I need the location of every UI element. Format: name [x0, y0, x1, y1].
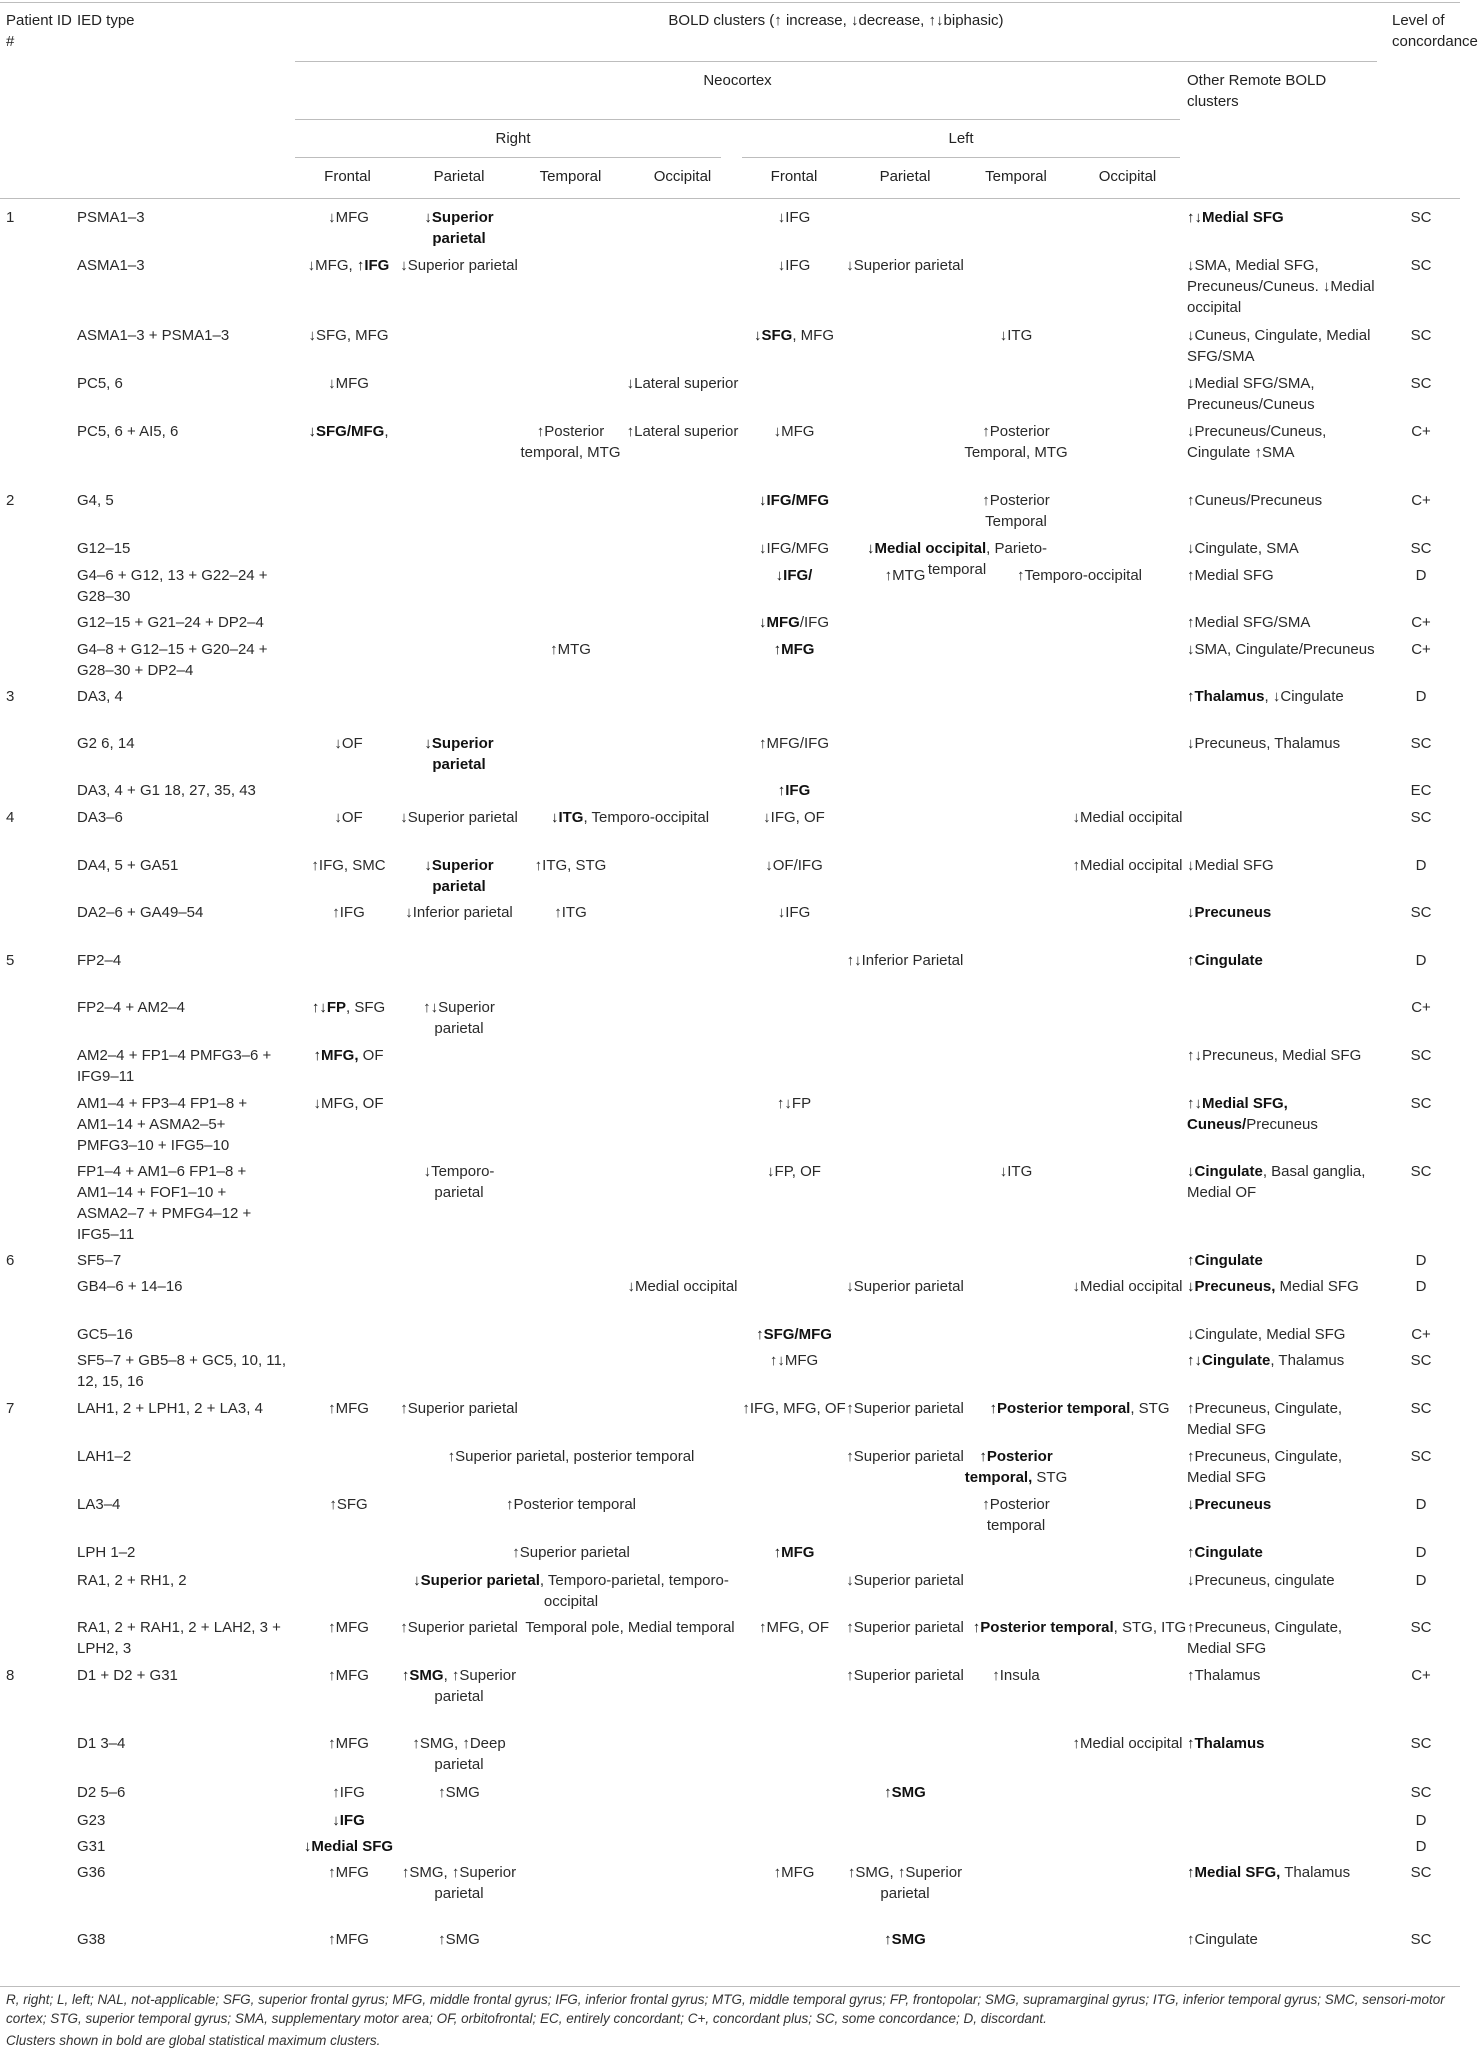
cluster-cell: ↑IFG — [332, 1784, 365, 1801]
ied-type: G4–6 + G12, 13 + G22–24 + G28–30 — [77, 567, 272, 605]
concordance-level: SC — [1410, 904, 1432, 921]
cluster-cell: ↓Medial occipital — [1072, 809, 1183, 826]
cluster-cell: ↑MFG — [773, 1544, 815, 1561]
patient-id: 4 — [6, 809, 15, 826]
cluster-cell: ↓IFG/ — [775, 567, 813, 584]
patient-id: 8 — [6, 1667, 15, 1684]
cluster-cell: ↑Medial occipital — [1072, 1735, 1183, 1752]
cluster-cell: ↓MFG/IFG — [759, 614, 829, 631]
other-remote-cell: ↑Thalamus — [1187, 1667, 1261, 1684]
other-remote-cell: ↑Precuneus, Cingulate, Medial SFG — [1187, 1448, 1347, 1486]
cluster-cell: ↑MFG, OF — [759, 1619, 829, 1636]
other-remote-cell: ↑↓Precuneus, Medial SFG — [1187, 1047, 1362, 1064]
concordance-level: D — [1415, 1544, 1427, 1561]
cluster-cell: ↓SFG, MFG — [753, 327, 834, 344]
cluster-cell: ↑Posterior temporal, STG, ITG — [972, 1619, 1187, 1636]
concordance-level: C+ — [1411, 641, 1431, 658]
other-remote-cell: ↑Cingulate — [1187, 1931, 1258, 1948]
ied-type: PC5, 6 + AI5, 6 — [77, 423, 179, 440]
cluster-cell: ↓OF — [334, 735, 363, 752]
ied-type: GB4–6 + 14–16 — [77, 1278, 183, 1295]
cluster-cell: ↑Temporo-occipital — [1016, 567, 1143, 584]
cluster-cell: ↓Inferior parietal — [405, 904, 513, 921]
header-right-temporal: Temporal — [539, 168, 602, 185]
other-remote-cell: ↑↓Medial SFG — [1187, 209, 1284, 226]
patient-id: 3 — [6, 688, 15, 705]
cluster-cell: ↓Superior parietal — [424, 857, 498, 895]
other-remote-cell: ↑↓Medial SFG, Cuneus/Precuneus — [1187, 1095, 1318, 1133]
cluster-cell: ↓Superior parietal — [400, 809, 518, 826]
cluster-cell: ↑MTG — [550, 641, 591, 658]
cluster-cell: ↑Posterior Temporal — [982, 492, 1054, 530]
ied-type: G31 — [77, 1838, 106, 1855]
ied-type: GC5–16 — [77, 1326, 133, 1343]
other-remote-cell: ↓Precuneus, Medial SFG — [1187, 1278, 1359, 1295]
header-right: Right — [495, 130, 531, 147]
ied-type: FP2–4 — [77, 952, 122, 969]
cluster-cell: ↑MFG — [328, 1667, 369, 1684]
cluster-cell: ↑SMG, ↑Deep parietal — [412, 1735, 510, 1773]
cluster-cell: ↑MFG — [328, 1931, 369, 1948]
cluster-cell: ↑Superior parietal — [846, 1400, 964, 1417]
ied-type: G12–15 — [77, 540, 131, 557]
concordance-level: SC — [1410, 735, 1432, 752]
other-remote-cell: ↓Precuneus, cingulate — [1187, 1572, 1335, 1589]
ied-type: G2 6, 14 — [77, 735, 135, 752]
other-remote-cell: ↑↓Cingulate, Thalamus — [1187, 1352, 1345, 1369]
cluster-cell: ↑SMG, ↑Superior parietal — [847, 1864, 967, 1902]
concordance-level: SC — [1410, 1163, 1432, 1180]
ied-type: G12–15 + G21–24 + DP2–4 — [77, 614, 264, 631]
concordance-level: SC — [1410, 327, 1432, 344]
cluster-cell: ↑Insula — [992, 1667, 1040, 1684]
cluster-cell: ↓SFG/MFG, — [308, 423, 389, 440]
ied-type: DA2–6 + GA49–54 — [77, 904, 204, 921]
ied-type: G4–8 + G12–15 + G20–24 + G28–30 + DP2–4 — [77, 641, 272, 679]
cluster-cell: ↓Medial occipital, Parieto-temporal — [866, 540, 1048, 578]
other-remote-cell: ↓Precuneus/Cuneus, Cingulate ↑SMA — [1187, 423, 1331, 461]
patient-id: 7 — [6, 1400, 15, 1417]
cluster-cell: ↓MFG — [328, 209, 369, 226]
concordance-level: C+ — [1411, 423, 1431, 440]
cluster-cell: ↑Medial occipital — [1072, 857, 1183, 874]
header-bold-clusters: BOLD clusters (↑ increase, ↓decrease, ↑↓biphasic) — [668, 12, 1004, 29]
patient-id: 1 — [6, 209, 15, 226]
other-remote-cell: ↓SMA, Medial SFG, Precuneus/Cuneus. ↓Medial occipital — [1187, 257, 1379, 316]
cluster-cell: ↑SMG — [438, 1931, 480, 1948]
concordance-level: EC — [1410, 782, 1432, 799]
other-remote-cell: ↑Cuneus/Precuneus — [1187, 492, 1323, 509]
concordance-level: C+ — [1411, 1667, 1431, 1684]
cluster-cell: ↑Superior parietal — [400, 1619, 518, 1636]
concordance-level: D — [1415, 1496, 1427, 1513]
ied-type: ASMA1–3 — [77, 257, 145, 274]
ied-type: DA3, 4 + G1 18, 27, 35, 43 — [77, 782, 256, 799]
ied-type: DA4, 5 + GA51 — [77, 857, 179, 874]
concordance-level: C+ — [1411, 1326, 1431, 1343]
concordance-level: D — [1415, 1838, 1427, 1855]
cluster-cell: ↓MFG, OF — [313, 1095, 384, 1112]
other-remote-cell: ↑Medial SFG/SMA — [1187, 614, 1311, 631]
ied-type: DA3–6 — [77, 809, 123, 826]
concordance-level: SC — [1410, 1619, 1432, 1636]
left-rule — [742, 157, 1180, 158]
concordance-level: D — [1415, 1572, 1427, 1589]
cluster-cell: ↑MFG — [328, 1400, 369, 1417]
cluster-cell: ↑SFG — [329, 1496, 368, 1513]
ied-type: LA3–4 — [77, 1496, 121, 1513]
cluster-cell: ↑Superior parietal — [846, 1667, 964, 1684]
cluster-cell: ↓IFG/MFG — [759, 540, 829, 557]
cluster-cell: ↓Superior parietal — [846, 1278, 964, 1295]
concordance-level: SC — [1410, 809, 1432, 826]
concordance-level: D — [1415, 688, 1427, 705]
cluster-cell: ↑SMG, ↑Superior parietal — [401, 1667, 521, 1705]
patient-id: 2 — [6, 492, 15, 509]
ied-type: ASMA1–3 + PSMA1–3 — [77, 327, 230, 344]
cluster-cell: ↑↓Inferior Parietal — [846, 952, 964, 969]
cluster-cell: Temporal pole, Medial temporal — [525, 1619, 735, 1636]
cluster-cell: ↑IFG, MFG, OF — [742, 1400, 846, 1417]
cluster-cell: ↓Superior parietal — [424, 735, 498, 773]
other-remote-cell: ↓Precuneus, Thalamus — [1187, 735, 1341, 752]
ied-type: SF5–7 + GB5–8 + GC5, 10, 11, 12, 15, 16 — [77, 1352, 291, 1390]
cluster-cell: ↑SFG/MFG — [756, 1326, 832, 1343]
cluster-cell: ↑IFG — [332, 904, 365, 921]
header-ied-type: IED type — [77, 12, 135, 29]
cluster-cell: ↑MFG, OF — [313, 1047, 384, 1064]
ied-type: D2 5–6 — [77, 1784, 126, 1801]
cluster-cell: ↑MFG — [773, 1864, 815, 1881]
cluster-cell: ↑Posterior temporal — [982, 1496, 1054, 1534]
cluster-cell: ↑MFG — [773, 641, 815, 658]
cluster-cell: ↑Superior parietal — [512, 1544, 630, 1561]
bold-clusters-rule — [295, 61, 1377, 62]
header-patient-id: Patient ID # — [6, 12, 72, 50]
cluster-cell: ↑Superior parietal, posterior temporal — [447, 1448, 695, 1465]
cluster-cell: ↑SMG, ↑Superior parietal — [401, 1864, 521, 1902]
cluster-cell: ↑MFG — [328, 1619, 369, 1636]
neocortex-rule — [295, 119, 1180, 120]
concordance-level: D — [1415, 1812, 1427, 1829]
concordance-level: SC — [1410, 1784, 1432, 1801]
other-remote-cell: ↓Cuneus, Cingulate, Medial SFG/SMA — [1187, 327, 1375, 365]
ied-type: G4, 5 — [77, 492, 114, 509]
concordance-level: D — [1415, 1252, 1427, 1269]
cluster-cell: ↑ITG, STG — [534, 857, 607, 874]
cluster-cell: ↑Superior parietal — [846, 1448, 964, 1465]
cluster-cell: ↑↓FP — [776, 1095, 812, 1112]
ied-type: G36 — [77, 1864, 106, 1881]
header-left-occipital: Occipital — [1098, 168, 1157, 185]
concordance-level: SC — [1410, 540, 1432, 557]
cluster-cell: ↓OF — [334, 809, 363, 826]
ied-type: PC5, 6 — [77, 375, 123, 392]
cluster-cell: ↓IFG — [332, 1812, 365, 1829]
cluster-cell: ↓Superior parietal — [400, 257, 518, 274]
cluster-cell: ↓Medial occipital — [1072, 1278, 1183, 1295]
cluster-cell: ↓MFG — [328, 375, 369, 392]
header-left-parietal: Parietal — [879, 168, 931, 185]
other-remote-cell: ↓Precuneus — [1187, 904, 1272, 921]
other-remote-cell: ↑Cingulate — [1187, 1252, 1263, 1269]
ied-type: AM2–4 + FP1–4 PMFG3–6 + IFG9–11 — [77, 1047, 276, 1085]
other-remote-cell: ↓Precuneus — [1187, 1496, 1272, 1513]
cluster-cell: ↓Temporo-parietal — [423, 1163, 495, 1201]
ied-type: D1 3–4 — [77, 1735, 126, 1752]
concordance-level: SC — [1410, 1047, 1432, 1064]
concordance-level: SC — [1410, 1400, 1432, 1417]
ied-type: G38 — [77, 1931, 106, 1948]
header-left: Left — [948, 130, 974, 147]
other-remote-cell: ↑Cingulate — [1187, 952, 1263, 969]
header-other-remote: Other Remote BOLD clusters — [1187, 72, 1327, 110]
ied-type: RA1, 2 + RAH1, 2 + LAH2, 3 + LPH2, 3 — [77, 1619, 286, 1657]
ied-type: FP2–4 + AM2–4 — [77, 999, 185, 1016]
cluster-cell: ↓SFG, MFG — [308, 327, 389, 344]
concordance-level: D — [1415, 857, 1427, 874]
cluster-cell: ↑↓FP, SFG — [311, 999, 386, 1016]
other-remote-cell: ↑Thalamus — [1187, 1735, 1265, 1752]
other-remote-cell: ↓Medial SFG/SMA, Precuneus/Cuneus — [1187, 375, 1319, 413]
cluster-cell: ↑Superior parietal — [846, 1619, 964, 1636]
cluster-cell: ↓IFG, OF — [763, 809, 825, 826]
concordance-level: C+ — [1411, 492, 1431, 509]
footnote-bold-note: Clusters shown in bold are global statistical maximum clusters. — [6, 2033, 381, 2048]
other-remote-cell: ↓Cingulate, Medial SFG — [1187, 1326, 1346, 1343]
header-right-parietal: Parietal — [433, 168, 485, 185]
concordance-level: SC — [1410, 1095, 1432, 1112]
cluster-cell: ↑Lateral superior — [626, 423, 739, 440]
cluster-cell: ↑Posterior temporal, STG — [989, 1400, 1170, 1417]
header-left-frontal: Frontal — [770, 168, 818, 185]
cluster-cell: ↓FP, OF — [767, 1163, 821, 1180]
ied-type: SF5–7 — [77, 1252, 122, 1269]
cluster-cell: ↑Posterior Temporal, MTG — [964, 423, 1068, 461]
other-remote-cell: ↑Cingulate — [1187, 1544, 1263, 1561]
cluster-cell: ↑↓MFG — [769, 1352, 819, 1369]
footnote-abbreviations: R, right; L, left; NAL, not-applicable; SFG, superior frontal gyrus; MFG, middle frontal gyrus; IFG, inferior frontal gyrus; MTG, middle temporal gyrus; FP, frontopolar; SMG, supramarginal gyrus; ITG, inferior temporal gyrus; SMC, sensori-motor cortex; STG, superior temporal gyrus; SMA, supplementary motor area; OF, orbitofrontal; EC, entirely concordant; C+, concordant plus; SC, some concordance; D, discordant. — [6, 1992, 1445, 2026]
other-remote-cell: ↓Cingulate, SMA — [1187, 540, 1299, 557]
concordance-level: D — [1415, 1278, 1427, 1295]
cluster-cell: ↓Superior parietal — [846, 1572, 964, 1589]
cluster-cell: ↑MFG/IFG — [759, 735, 829, 752]
cluster-cell: ↓IFG — [777, 257, 811, 274]
other-remote-cell: ↓Medial SFG — [1187, 857, 1274, 874]
concordance-level: D — [1415, 952, 1427, 969]
header-neocortex: Neocortex — [703, 72, 772, 89]
cluster-cell: ↑ITG — [554, 904, 587, 921]
cluster-cell: ↓OF/IFG — [765, 857, 823, 874]
other-remote-cell: ↓Cingulate, Basal ganglia, Medial OF — [1187, 1163, 1370, 1201]
header-bottom-rule — [0, 198, 1460, 199]
cluster-cell: ↑Posterior temporal — [505, 1496, 637, 1513]
cluster-cell: ↑Posterior temporal, STG — [964, 1448, 1068, 1486]
concordance-level: SC — [1410, 375, 1432, 392]
other-remote-cell: ↑Thalamus, ↓Cingulate — [1187, 688, 1344, 705]
cluster-cell: ↓Lateral superior — [626, 375, 739, 392]
ied-type: LAH1–2 — [77, 1448, 132, 1465]
cluster-cell: ↓Medial SFG — [303, 1838, 394, 1855]
ied-type: G23 — [77, 1812, 106, 1829]
header-right-occipital: Occipital — [653, 168, 712, 185]
cluster-cell: ↑Posterior temporal, MTG — [520, 423, 621, 461]
cluster-cell: ↓IFG — [777, 904, 811, 921]
cluster-cell: ↑SMG — [884, 1784, 926, 1801]
header-right-frontal: Frontal — [324, 168, 371, 185]
cluster-cell: ↑MFG — [328, 1864, 369, 1881]
table-bottom-rule — [0, 1986, 1460, 1987]
concordance-level: C+ — [1411, 614, 1431, 631]
concordance-level: SC — [1410, 1735, 1432, 1752]
other-remote-cell: ↑Precuneus, Cingulate, Medial SFG — [1187, 1619, 1347, 1657]
cluster-cell: ↓Superior parietal — [846, 257, 964, 274]
cluster-cell: ↑IFG, SMC — [311, 857, 386, 874]
ied-type: PSMA1–3 — [77, 209, 145, 226]
ied-type: LAH1, 2 + LPH1, 2 + LA3, 4 — [77, 1400, 263, 1417]
cluster-cell: ↓MFG, ↑IFG — [307, 257, 390, 274]
concordance-level: SC — [1410, 257, 1432, 274]
concordance-level: SC — [1410, 1352, 1432, 1369]
other-remote-cell: ↑Medial SFG — [1187, 567, 1274, 584]
ied-type: AM1–4 + FP3–4 FP1–8 + AM1–14 + ASMA2–5+ PMFG3–10 + IFG5–10 — [77, 1095, 251, 1154]
cluster-cell: ↑MFG — [328, 1735, 369, 1752]
right-rule — [295, 157, 721, 158]
concordance-level: SC — [1410, 1864, 1432, 1881]
cluster-cell: ↓Superior parietal, Temporo-parietal, temporo-occipital — [413, 1572, 729, 1610]
cluster-cell: ↓Medial occipital — [627, 1278, 738, 1295]
other-remote-cell: ↑Medial SFG, Thalamus — [1187, 1864, 1351, 1881]
cluster-cell: ↑MTG — [884, 567, 926, 584]
patient-id: 6 — [6, 1252, 15, 1269]
other-remote-cell: ↓SMA, Cingulate/Precuneus — [1187, 641, 1375, 658]
ied-type: FP1–4 + AM1–6 FP1–8 + AM1–14 + FOF1–10 + ASMA2–7 + PMFG4–12 + IFG5–11 — [77, 1163, 256, 1243]
header-left-temporal: Temporal — [985, 168, 1047, 185]
cluster-cell: ↓Superior parietal — [424, 209, 498, 247]
other-remote-cell: ↑Precuneus, Cingulate, Medial SFG — [1187, 1400, 1347, 1438]
concordance-level: SC — [1410, 1448, 1432, 1465]
cluster-cell: ↓MFG — [773, 423, 815, 440]
cluster-cell: ↑SMG — [438, 1784, 480, 1801]
cluster-cell: ↑SMG — [884, 1931, 926, 1948]
concordance-level: C+ — [1411, 999, 1431, 1016]
header-level-of-concordance: Level of concordance — [1392, 12, 1478, 50]
ied-type: D1 + D2 + G31 — [77, 1667, 178, 1684]
ied-type: DA3, 4 — [77, 688, 123, 705]
concordance-level: SC — [1410, 1931, 1432, 1948]
ied-type: LPH 1–2 — [77, 1544, 136, 1561]
cluster-cell: ↑Superior parietal — [400, 1400, 518, 1417]
concordance-level: SC — [1410, 209, 1432, 226]
cluster-cell: ↓IFG — [777, 209, 811, 226]
cluster-cell: ↓IFG/MFG — [759, 492, 829, 509]
cluster-cell: ↓ITG — [999, 1163, 1033, 1180]
cluster-cell: ↑↓Superior parietal — [423, 999, 500, 1037]
cluster-cell: ↓ITG — [999, 327, 1033, 344]
patient-id: 5 — [6, 952, 15, 969]
concordance-level: D — [1415, 567, 1427, 584]
cluster-cell: ↑IFG — [777, 782, 811, 799]
top-rule — [0, 2, 1460, 3]
ied-type: RA1, 2 + RH1, 2 — [77, 1572, 187, 1589]
cluster-cell: ↓ITG, Temporo-occipital — [550, 809, 710, 826]
